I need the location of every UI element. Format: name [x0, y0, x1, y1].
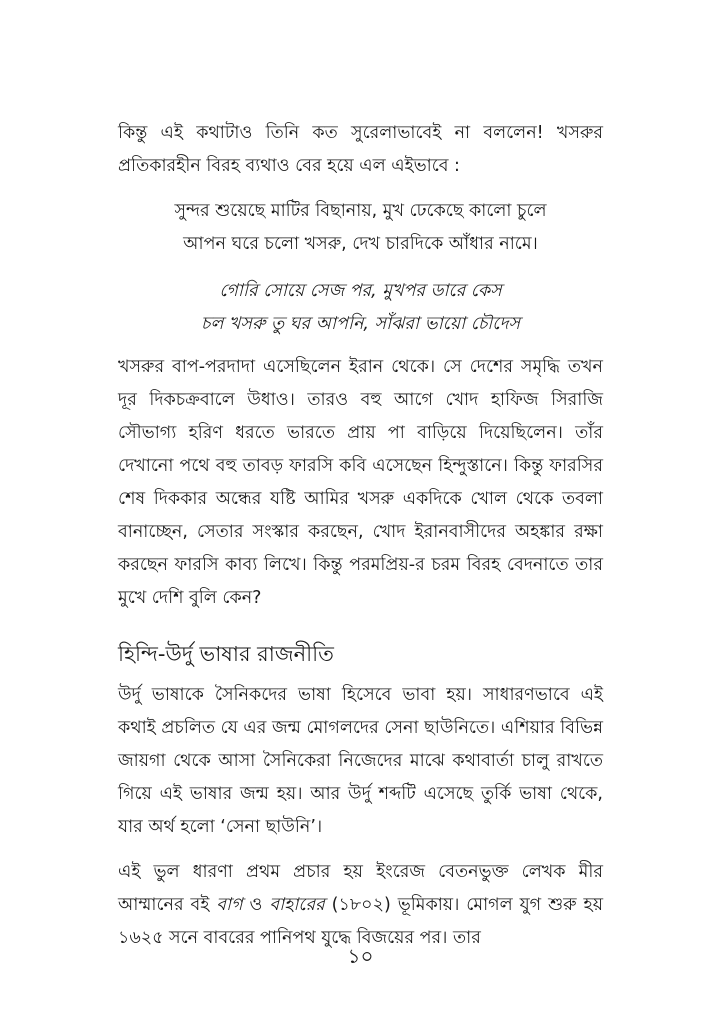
verse-original-line-2: চল খসরু তু ঘর আপনি, সাঁঝরা ভায়ো চৌদেস [200, 314, 521, 334]
verse-bengali-translation [118, 195, 603, 261]
paragraph-khusrau-ancestry: খসরুর বাপ-পরদাদা এসেছিলেন ইরান থেকে। সে দেশের সমৃদ্ধি তখন দূর দিকচক্রবালে উধাও। তারও বহু আগে খোদ হাফিজ সিরাজি সৌভাগ্য হরিণ ধরতে ভারতে প্রায় পা বাড়িয়ে দিয়েছিলেন। তাঁর দেখানো পথে বহু তাবড় ফারসি কবি এসেছেন হিন্দুস্তানে। কিন্তু ফারসির শেষ দিককার অন্ধের যষ্টি আমির খসরু একদিকে খোল থেকে তবলা বানাচ্ছেন, সেতার সংস্কার করছেন, খোদ ইরানবাসীদের অহঙ্কার রক্ষা করছেন ফারসি কাব্য লিখে। কিন্তু পরমপ্রিয়-র চরম বিরহ বেদনাতে তার মুখে দেশি বুলি কেন? [118, 357, 603, 608]
paragraph-intro: কিন্তু এই কথাটাও তিনি কত সুরেলাভাবেই না বললেন! খসরুর প্রতিকারহীন বিরহ ব্যথাও বের হয়ে এল এইভাবে : [118, 123, 603, 176]
verse-bengali-line-1: সুন্দর শুয়েছে মাটির বিছানায়, মুখ ঢেকেছে কালো চুলে [174, 201, 547, 221]
book-title-baharer: বাহারের [269, 895, 325, 915]
paragraph-misconception-part-2: ও [242, 895, 270, 915]
book-page-body [118, 117, 603, 955]
verse-original [118, 275, 603, 341]
page-number: ১০ [347, 944, 374, 968]
book-title-bag: বাগ [216, 895, 243, 915]
verse-original-line-1: গোরি সোয়ে সেজ পর, মুখপর ডারে কেস [219, 281, 502, 301]
paragraph-misconception-part-3: (১৮০২) ভূমিকায়। মোগল যুগ শুরু হয় ১৬২৫ সনে বাবরের পানিপথ যুদ্ধে বিজয়ের পর। তার [118, 895, 604, 948]
paragraph-urdu-origin: উর্দু ভাষাকে সৈনিকদের ভাষা হিসেবে ভাবা হয়। সাধারণভাবে এই কথাই প্রচলিত যে এর জন্ম মোগলদের সেনা ছাউনিতে। এশিয়ার বিভিন্ন জায়গা থেকে আসা সৈনিকেরা নিজেদের মাঝে কথাবার্তা চালু রাখতে গিয়ে এই ভাষার জন্ম হয়। আর উর্দু শব্দটি এসেছে তুর্কি ভাষা থেকে, যার অর্থ হলো ‘সেনা ছাউনি’। [118, 685, 603, 837]
section-heading: হিন্দি-উর্দু ভাষার রাজনীতি [118, 642, 334, 666]
paragraph-misconception [118, 856, 603, 955]
verse-bengali-line-2: আপন ঘরে চলো খসরু, দেখ চারদিকে আঁধার নামে। [183, 234, 538, 254]
paragraph-misconception-part-1: এই ভুল ধারণা প্রথম প্রচার হয় ইংরেজ বেতনভুক্ত লেখক মীর আম্মানের বই [118, 862, 603, 915]
